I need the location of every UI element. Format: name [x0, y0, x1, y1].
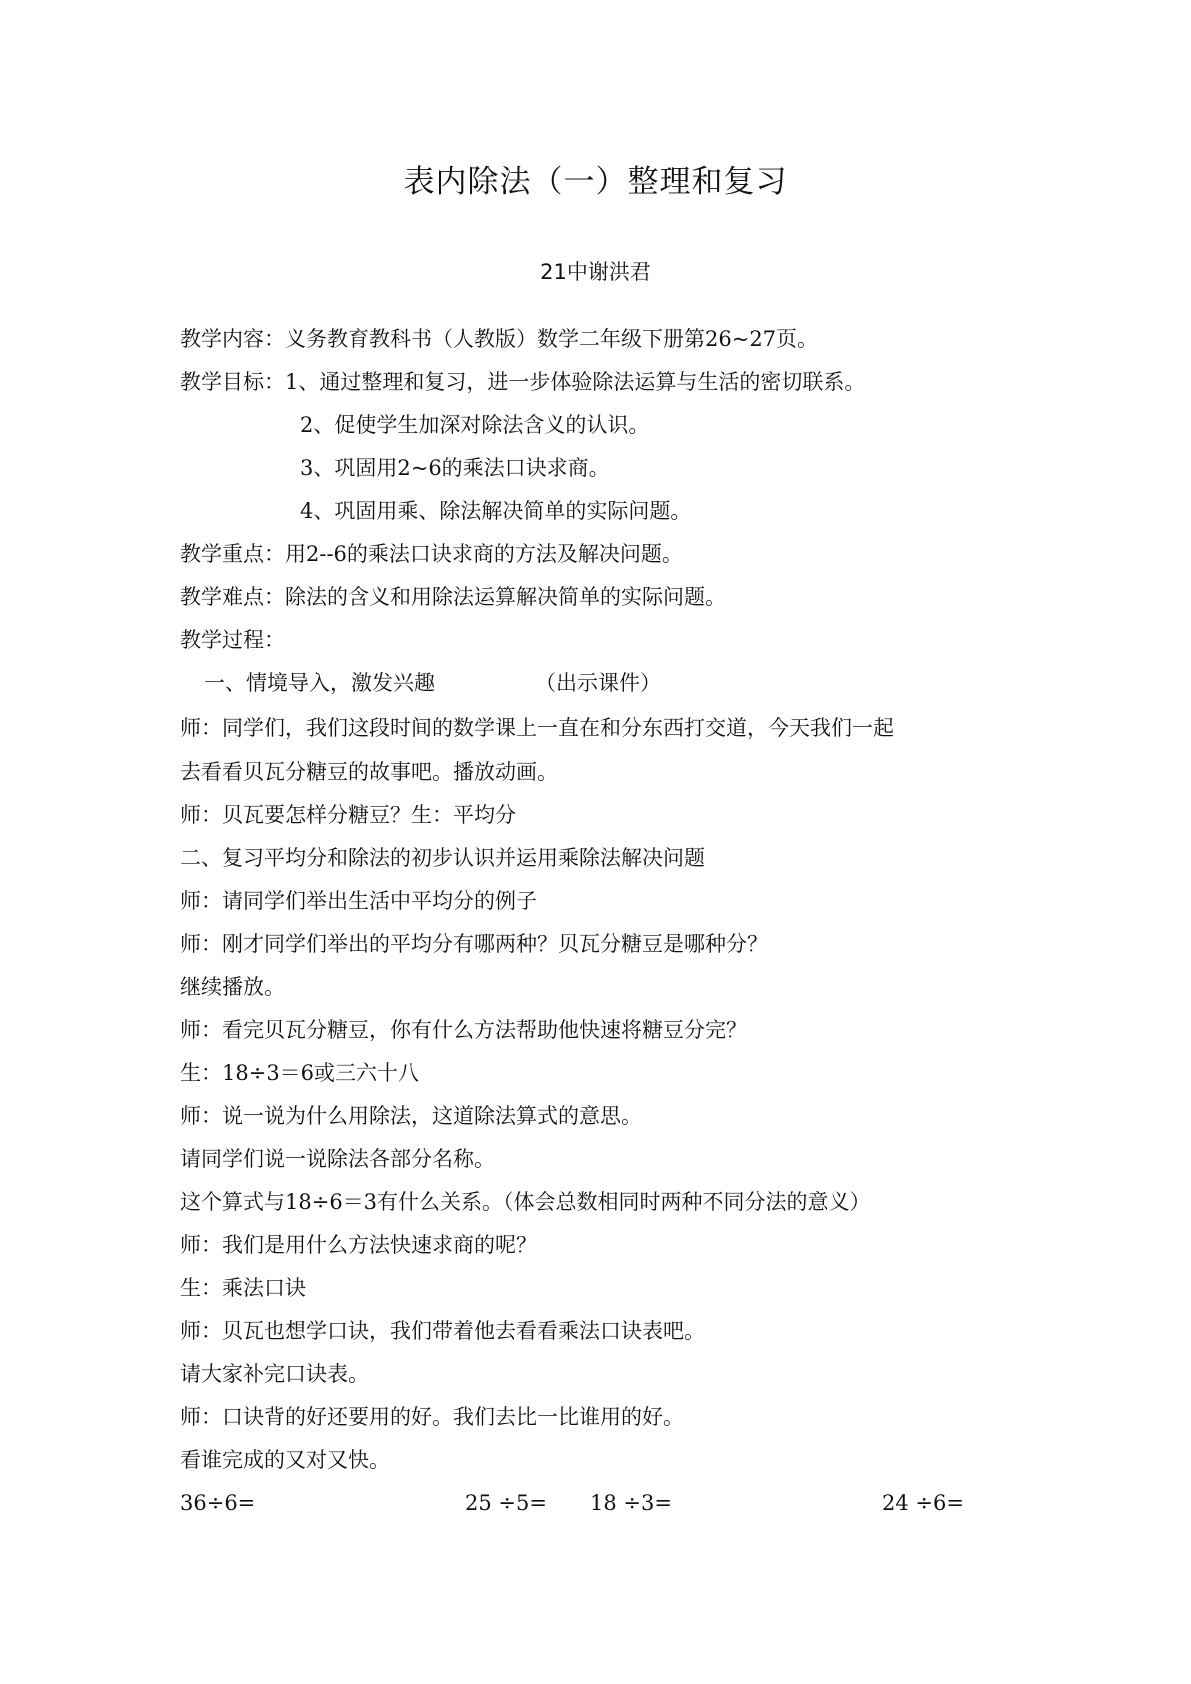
teaching-goals-line [180, 361, 1040, 404]
paragraph-9: 请同学们说一说除法各部分名称。 [180, 1147, 495, 1171]
goal-3: 3、巩固用2~6的乘法口诀求商。 [300, 456, 610, 480]
paragraph-12: 生：乘法口诀 [180, 1276, 306, 1300]
teaching-content-line [180, 318, 1040, 361]
exercise-3: 18 ÷3= [590, 1491, 672, 1515]
paragraph-11: 师：我们是用什么方法快速求商的呢？ [180, 1233, 537, 1257]
exercise-4: 24 ÷6= [882, 1491, 964, 1515]
lesson-body [180, 318, 1040, 1525]
paragraph-10: 这个算式与18÷6＝3有什么关系。（体会总数相同时两种不同分法的意义） [180, 1190, 871, 1214]
paragraph-5: 继续播放。 [180, 975, 285, 999]
paragraph-13: 师：贝瓦也想学口诀，我们带着他去看看乘法口诀表吧。 [180, 1319, 705, 1343]
teaching-content-text: 义务教育教科书（人教版）数学二年级下册第26~27页。 [285, 327, 819, 351]
goal-4: 4、巩固用乘、除法解决简单的实际问题。 [300, 499, 692, 523]
paragraph-1-continued: 去看看贝瓦分糖豆的故事吧。播放动画。 [180, 760, 558, 784]
process-heading: 教学过程： [180, 628, 285, 652]
difficulty-line: 教学难点：除法的含义和用除法运算解决简单的实际问题。 [180, 585, 726, 609]
paragraph-8: 师：说一说为什么用除法，这道除法算式的意思。 [180, 1104, 642, 1128]
teaching-content-label: 教学内容： [180, 327, 285, 351]
paragraph-7: 生：18÷3＝6或三六十八 [180, 1061, 420, 1085]
teaching-goals-label: 教学目标： [180, 370, 285, 394]
section-1-title: 一、情境导入，激发兴趣 [204, 671, 435, 695]
exercise-2: 25 ÷5= [465, 1491, 547, 1515]
key-point-line: 教学重点：用2--6的乘法口诀求商的方法及解决问题。 [180, 542, 683, 566]
section-2-heading: 二、复习平均分和除法的初步认识并运用乘除法解决问题 [180, 846, 705, 870]
exercise-row [180, 1482, 1040, 1525]
section-1-heading [180, 662, 1040, 705]
author-line: 21中谢洪君 [540, 260, 651, 284]
goal-1: 1、通过整理和复习，进一步体验除法运算与生活的密切联系。 [285, 370, 866, 394]
section-1-note: （出示课件） [535, 671, 661, 695]
document-title: 表内除法（一）整理和复习 [403, 164, 788, 200]
goal-2: 2、促使学生加深对除法含义的认识。 [300, 413, 650, 437]
paragraph-16: 看谁完成的又对又快。 [180, 1448, 390, 1472]
paragraph-15: 师：口诀背的好还要用的好。我们去比一比谁用的好。 [180, 1405, 684, 1429]
paragraph-6: 师：看完贝瓦分糖豆，你有什么方法帮助他快速将糖豆分完？ [180, 1018, 747, 1042]
paragraph-2: 师：贝瓦要怎样分糖豆？生：平均分 [180, 803, 516, 827]
paragraph-3: 师：请同学们举出生活中平均分的例子 [180, 889, 537, 913]
paragraph-1: 师：同学们，我们这段时间的数学课上一直在和分东西打交道，今天我们一起 [180, 716, 894, 740]
paragraph-14: 请大家补完口诀表。 [180, 1362, 369, 1386]
exercise-1: 36÷6= [180, 1491, 256, 1515]
paragraph-4: 师：刚才同学们举出的平均分有哪两种？贝瓦分糖豆是哪种分？ [180, 932, 768, 956]
